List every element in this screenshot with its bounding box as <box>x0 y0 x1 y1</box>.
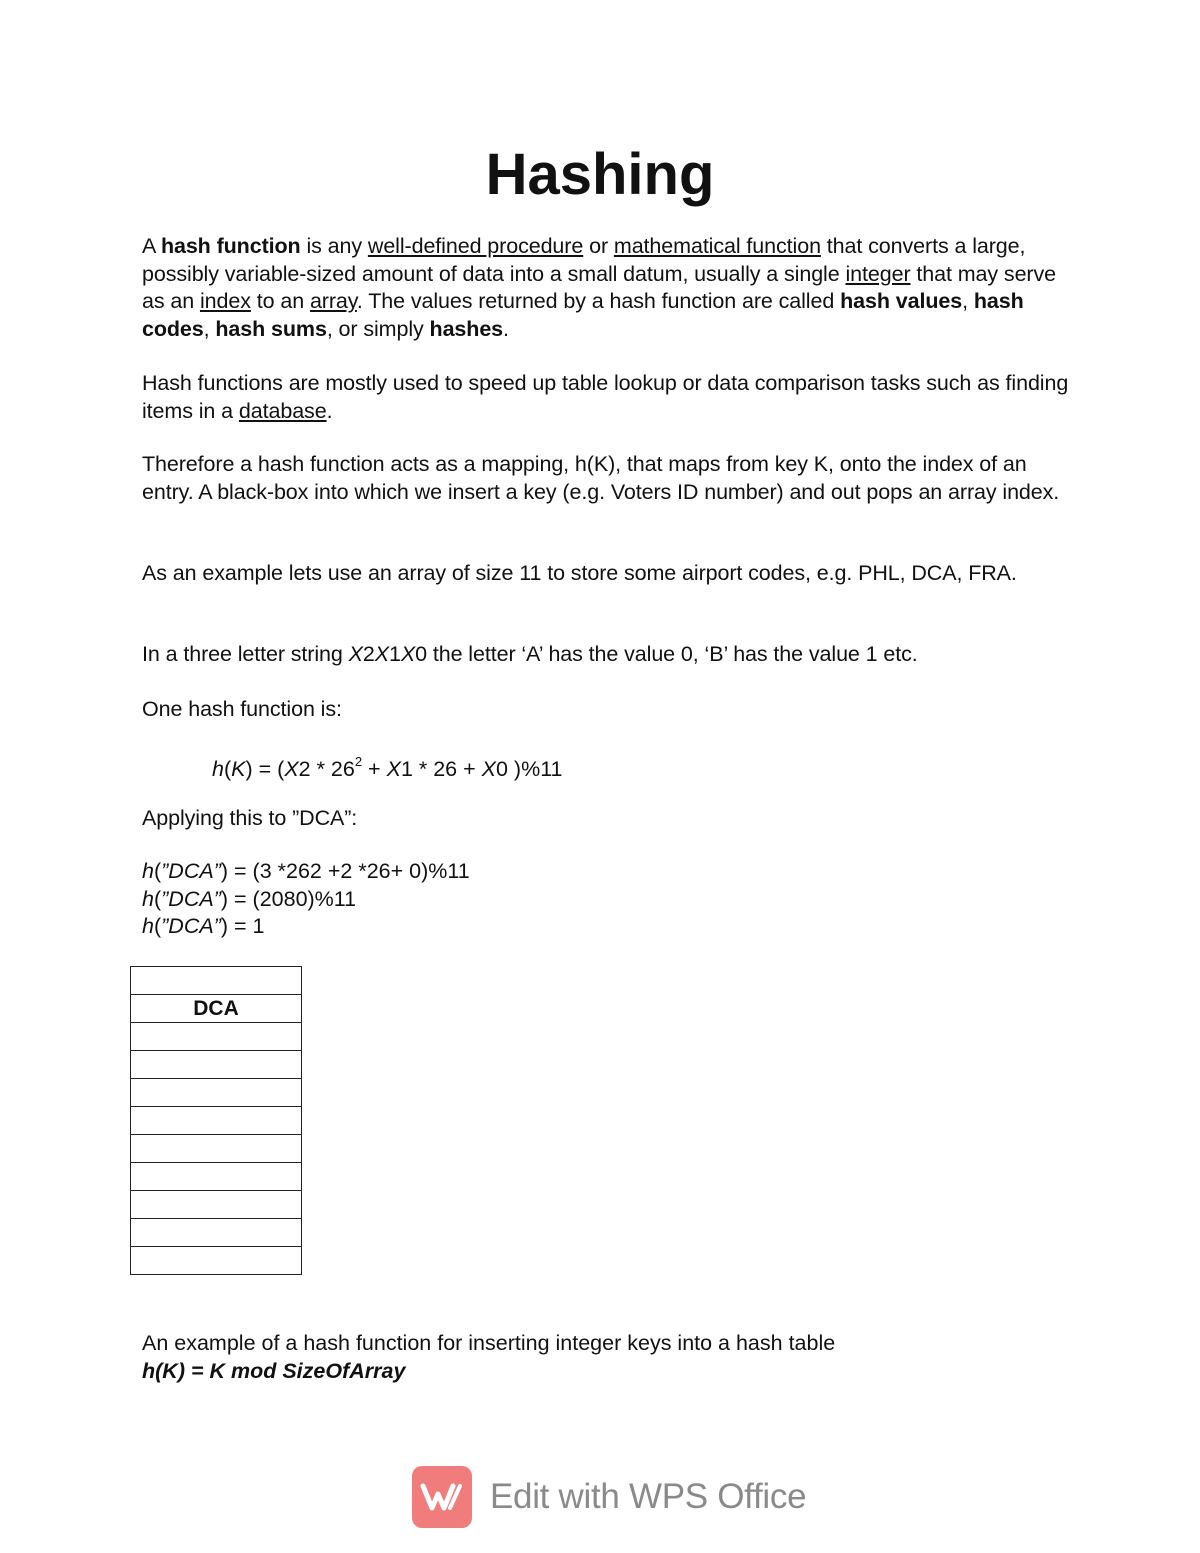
hash-table-cell <box>131 1107 302 1135</box>
formula-part: X <box>481 757 496 782</box>
term-hash-values: hash values <box>840 289 963 313</box>
text: that converts a large, possibly variable-sized amount of data into a small datum, usually a single <box>142 234 1026 286</box>
hash-table-cell <box>131 1191 302 1219</box>
text: is any <box>300 234 368 258</box>
closing-formula: h(K) = K mod SizeOfArray <box>142 1358 406 1383</box>
hash-formula <box>212 750 563 783</box>
formula-part: ( <box>223 757 232 782</box>
text: 2 <box>362 642 375 666</box>
paragraph-one-hash-function <box>142 696 1072 724</box>
link-well-defined-procedure[interactable]: well-defined procedure <box>367 234 584 258</box>
formula-part: X <box>386 757 401 782</box>
text: to an <box>250 289 310 313</box>
text: As an example lets use an array of size 11 to store some airport codes, e.g. PHL, DCA, FRA. <box>142 561 1017 585</box>
term-hash-codes: hash codes <box>142 289 1024 341</box>
text: Hash functions are mostly used to speed up table lookup or data comparison tasks such as finding items in a <box>142 371 1069 423</box>
link-database[interactable]: database <box>238 398 327 423</box>
formula-part: ) = ( <box>245 757 285 782</box>
hash-table-cell <box>131 1219 302 1247</box>
closing-section <box>142 1330 835 1385</box>
calc-line: h(”DCA”) = 1 <box>142 914 265 938</box>
calc-arg: ”DCA” <box>161 886 221 911</box>
text: , or simply <box>326 316 430 341</box>
closing-text: An example of a hash function for inserting integer keys into a hash table <box>142 1331 836 1355</box>
wps-logo-icon <box>412 1466 472 1528</box>
text: . <box>503 316 509 341</box>
term-hash-sums: hash sums <box>215 316 327 341</box>
calc-rest: = 1 <box>228 914 265 938</box>
paragraph-hash-function-definition <box>142 233 1072 343</box>
formula-part: 1 * 26 + <box>400 757 482 782</box>
hash-table-cell: DCA <box>131 995 302 1023</box>
var-x: X <box>348 642 363 666</box>
text: One hash function is: <box>142 697 342 721</box>
formula-part: X <box>284 757 299 782</box>
text: 0 the letter ‘A’ has the value 0, ‘B’ has the value 1 etc. <box>415 642 918 666</box>
formula-part: + <box>362 757 387 782</box>
text: Applying this to ”DCA”: <box>142 806 358 830</box>
hash-table-cell <box>131 1135 302 1163</box>
wps-watermark-label: Edit with WPS Office <box>490 1477 807 1516</box>
text: A <box>142 234 161 258</box>
text: , <box>962 289 974 313</box>
text: 1 <box>389 642 401 666</box>
hash-table-cell <box>131 1247 302 1275</box>
link-array[interactable]: array <box>309 289 357 313</box>
paragraph-letter-values <box>142 641 1072 669</box>
text: In a three letter string <box>142 642 349 666</box>
text: that may serve as an <box>142 261 1056 313</box>
calc-arg: ”DCA” <box>161 914 221 938</box>
text: . The values returned by a hash function are called <box>356 289 841 313</box>
paragraph-applying <box>142 805 1072 833</box>
text: or <box>583 234 614 258</box>
link-integer[interactable]: integer <box>845 261 911 286</box>
link-mathematical-function[interactable]: mathematical function <box>613 234 821 258</box>
paragraph-mapping <box>142 451 1072 506</box>
calc-fn: h <box>142 886 154 911</box>
calc-rest: = (3 *262 +2 *26+ 0)%11 <box>228 859 470 883</box>
calc-fn: h <box>142 914 154 938</box>
link-index[interactable]: index <box>199 289 251 313</box>
calc-rest: = (2080)%11 <box>228 886 357 911</box>
formula-part: K <box>231 757 246 782</box>
calc-line: h(”DCA”) = (3 *262 +2 *26+ 0)%11 <box>142 859 470 883</box>
formula-part: 2 * 26 <box>298 757 355 782</box>
hash-table-cell <box>131 1023 302 1051</box>
calc-arg: ”DCA” <box>161 859 221 883</box>
paragraph-example <box>142 560 1072 588</box>
hash-table <box>130 966 302 1275</box>
var-x: X <box>374 642 389 666</box>
calc-fn: h <box>142 859 154 883</box>
formula-exponent: 2 <box>354 754 363 769</box>
calculation-steps <box>142 858 470 941</box>
page-title: Hashing <box>485 142 715 207</box>
term-hashes: hashes <box>429 316 504 341</box>
hash-table-cell <box>131 1079 302 1107</box>
text: , <box>203 316 216 341</box>
paragraph-hash-usage <box>142 370 1072 425</box>
calc-line: h(”DCA”) = (2080)%11 <box>142 886 357 911</box>
text: . <box>326 398 333 423</box>
hash-table-cell <box>131 1163 302 1191</box>
hash-table-cell <box>131 1051 302 1079</box>
var-x: X <box>400 642 416 666</box>
term-hash-function: hash function <box>160 234 301 258</box>
formula-part: 0 )%11 <box>495 757 563 782</box>
text: Therefore a hash function acts as a mapping, h(K), that maps from key K, onto the index of an entry. A black-box into which we insert a key (e.g. Voters ID number) and out pops an array index. <box>142 452 1060 504</box>
wps-w-icon <box>420 1482 464 1512</box>
wps-watermark[interactable] <box>412 1466 806 1528</box>
hash-table-cell <box>131 967 302 995</box>
formula-part: h <box>212 757 224 782</box>
